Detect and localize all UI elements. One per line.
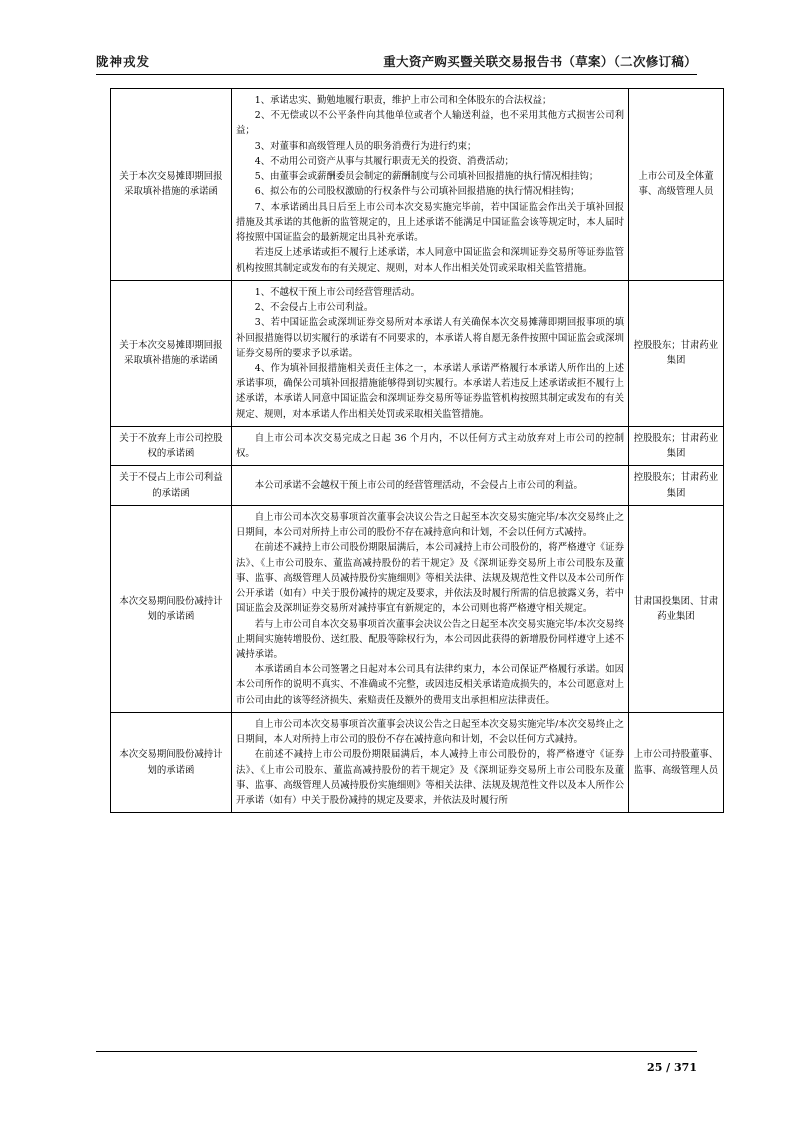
row-paragraph: 本承诺函自本公司签署之日起对本公司具有法律约束力，本公司保证严格履行承诺。如因本公司所作的说明不真实、不准确或不完整，或因违反相关承诺造成损失的，本公司愿意对上市公司由此的该等经济损失、索赔责任及额外的费用支出承担相应法律责任。 [236, 664, 624, 706]
row-paragraph: 本公司承诺不会越权干预上市公司的经营管理活动，不会侵占上市公司的利益。 [254, 480, 583, 491]
row-paragraph: 在前述不减持上市公司股份期限届满后，本人减持上市公司股份的，将严格遵守《证券法》、《上市公司股东、董监高减持股份的若干规定》及《深圳证券交易所上市公司股东及董事、监事、高级管理人员减持股份实施细则》等相关法律、法规及规范性文件以及本人所作公开承诺（如有）中关于股份减持的规定及要求，并依法及时履行所 [236, 749, 624, 807]
row-paragraph: 3、若中国证监会或深圳证券交易所对本承诺人有关确保本次交易摊薄即期回报事项的填补回报措施得以切实履行的承诺有不同要求的，本承诺人将自愿无条件按照中国证监会或深圳证券交易所的要求予以承诺。 [236, 317, 624, 359]
row-label: 本次交易期间股份减持计划的承诺函 [111, 505, 232, 712]
page-content [110, 88, 719, 813]
row-party: 控股股东；甘肃药业集团 [629, 426, 724, 465]
table-row [111, 280, 724, 426]
row-paragraph: 6、拟公布的公司股权激励的行权条件与公司填补回报措施的执行情况相挂钩； [254, 186, 580, 198]
table-row [111, 466, 724, 505]
row-paragraph: 1、承诺忠实、勤勉地履行职责，维护上市公司和全体股东的合法权益； [254, 95, 552, 106]
page-header [96, 42, 697, 70]
row-paragraph: 自上市公司本次交易事项首次董事会决议公告之日起至本次交易实施完毕/本次交易终止之日期间，本人对所持上市公司的股份不存在减持意向和计划，不会以任何方式减持。 [236, 718, 624, 746]
row-paragraph: 5、由董事会或薪酬委员会制定的薪酬制度与公司填补回报措施的执行情况相挂钩； [254, 171, 599, 183]
row-party: 甘肃国投集团、甘肃药业集团 [629, 505, 724, 712]
row-body [232, 712, 629, 812]
row-paragraph: 在前述不减持上市公司股份期限届满后，本公司减持上市公司股份的，将严格遵守《证券法》、《上市公司股东、董监高减持股份的若干规定》及《深圳证券交易所上市公司股东及董事、监事、高级管理人员减持股份实施细则》等相关法律、法规及规范性文件以及本公司所作公开承诺（如有）中关于股份减持的规定及要求，并依法及时履行所需的信息披露义务，若中国证监会及深圳证券交易所对减持事宜有新规定的，本公司则也将严格遵守相关规定。 [236, 542, 624, 615]
header-divider [96, 74, 697, 75]
row-paragraph: 4、作为填补回报措施相关责任主体之一，本承诺人承诺严格履行本承诺人所作出的上述承诺事项，确保公司填补回报措施能够得到切实履行。本承诺人若违反上述承诺或拒不履行上述承诺，本承诺人同意中国证监会和深圳证券交易所等证券监管机构按照其制定或发布的有关规定、规则，对本承诺人作出相关处罚或采取相关监管措施。 [236, 362, 624, 420]
commitments-table-body [111, 89, 724, 813]
table-row [111, 426, 724, 465]
header-company-name: 陇神戎发 [96, 54, 151, 69]
footer-divider [96, 1051, 697, 1052]
row-label: 关于本次交易摊即期回报采取填补措施的承诺函 [111, 89, 232, 281]
row-label: 关于本次交易摊即期回报采取填补措施的承诺函 [111, 280, 232, 426]
header-document-title: 重大资产购买暨关联交易报告书（草案）（二次修订稿） [383, 54, 697, 69]
row-paragraph: 2、不会侵占上市公司利益。 [254, 302, 374, 314]
row-party: 上市公司持股董事、监事、高级管理人员 [629, 712, 724, 812]
row-label: 关于不放弃上市公司控股权的承诺函 [111, 426, 232, 465]
row-paragraph: 7、本承诺函出具日后至上市公司本次交易实施完毕前，若中国证监会作出关于填补回报措施及其承诺的其他新的监管规定的，且上述承诺不能满足中国证监会该等规定时，本人届时将按照中国证监会的最新规定出具补充承诺。 [236, 201, 624, 244]
row-body [232, 89, 629, 281]
row-paragraph: 自上市公司本次交易事项首次董事会决议公告之日起至本次交易实施完毕/本次交易终止之日期间，本公司对所持上市公司的股份不存在减持意向和计划，不会以任何方式减持。 [236, 511, 624, 539]
row-paragraph: 4、不动用公司资产从事与其履行职责无关的投资、消费活动； [254, 155, 514, 167]
row-party: 控股股东；甘肃药业集团 [629, 466, 724, 505]
row-paragraph: 自上市公司本次交易完成之日起 36 个月内，不以任何方式主动放弃对上市公司的控制权。 [236, 432, 624, 460]
row-body [232, 466, 629, 505]
row-label: 关于不侵占上市公司利益的承诺函 [111, 466, 232, 505]
row-body [232, 280, 629, 426]
table-row [111, 712, 724, 812]
page-number: 25 / 371 [647, 1061, 697, 1074]
row-paragraph: 若与上市公司自本次交易事项首次董事会决议公告之日起至本次交易实施完毕/本次交易终止期间实施转增股份、送红股、配股等除权行为，本公司因此获得的新增股份同样遵守上述不减持承诺。 [236, 618, 624, 660]
row-label: 本次交易期间股份减持计划的承诺函 [111, 712, 232, 812]
row-paragraph: 2、不无偿或以不公平条件向其他单位或者个人输送利益，也不采用其他方式损害公司利益； [236, 110, 624, 137]
row-party: 上市公司及全体董事、高级管理人员 [629, 89, 724, 281]
row-body [232, 426, 629, 465]
row-paragraph: 1、不越权干预上市公司经营管理活动。 [254, 286, 421, 298]
row-paragraph: 3、对董事和高级管理人员的职务消费行为进行约束； [254, 140, 477, 152]
table-row [111, 505, 724, 712]
table-row [111, 89, 724, 281]
row-party: 控股股东；甘肃药业集团 [629, 280, 724, 426]
row-paragraph: 若违反上述承诺或拒不履行上述承诺，本人同意中国证监会和深圳证券交易所等证券监管机构按照其制定或发布的有关规定、规则，对本人作出相关处罚或采取相关监管措施。 [236, 247, 624, 274]
row-body [232, 505, 629, 712]
commitments-table [110, 88, 724, 813]
